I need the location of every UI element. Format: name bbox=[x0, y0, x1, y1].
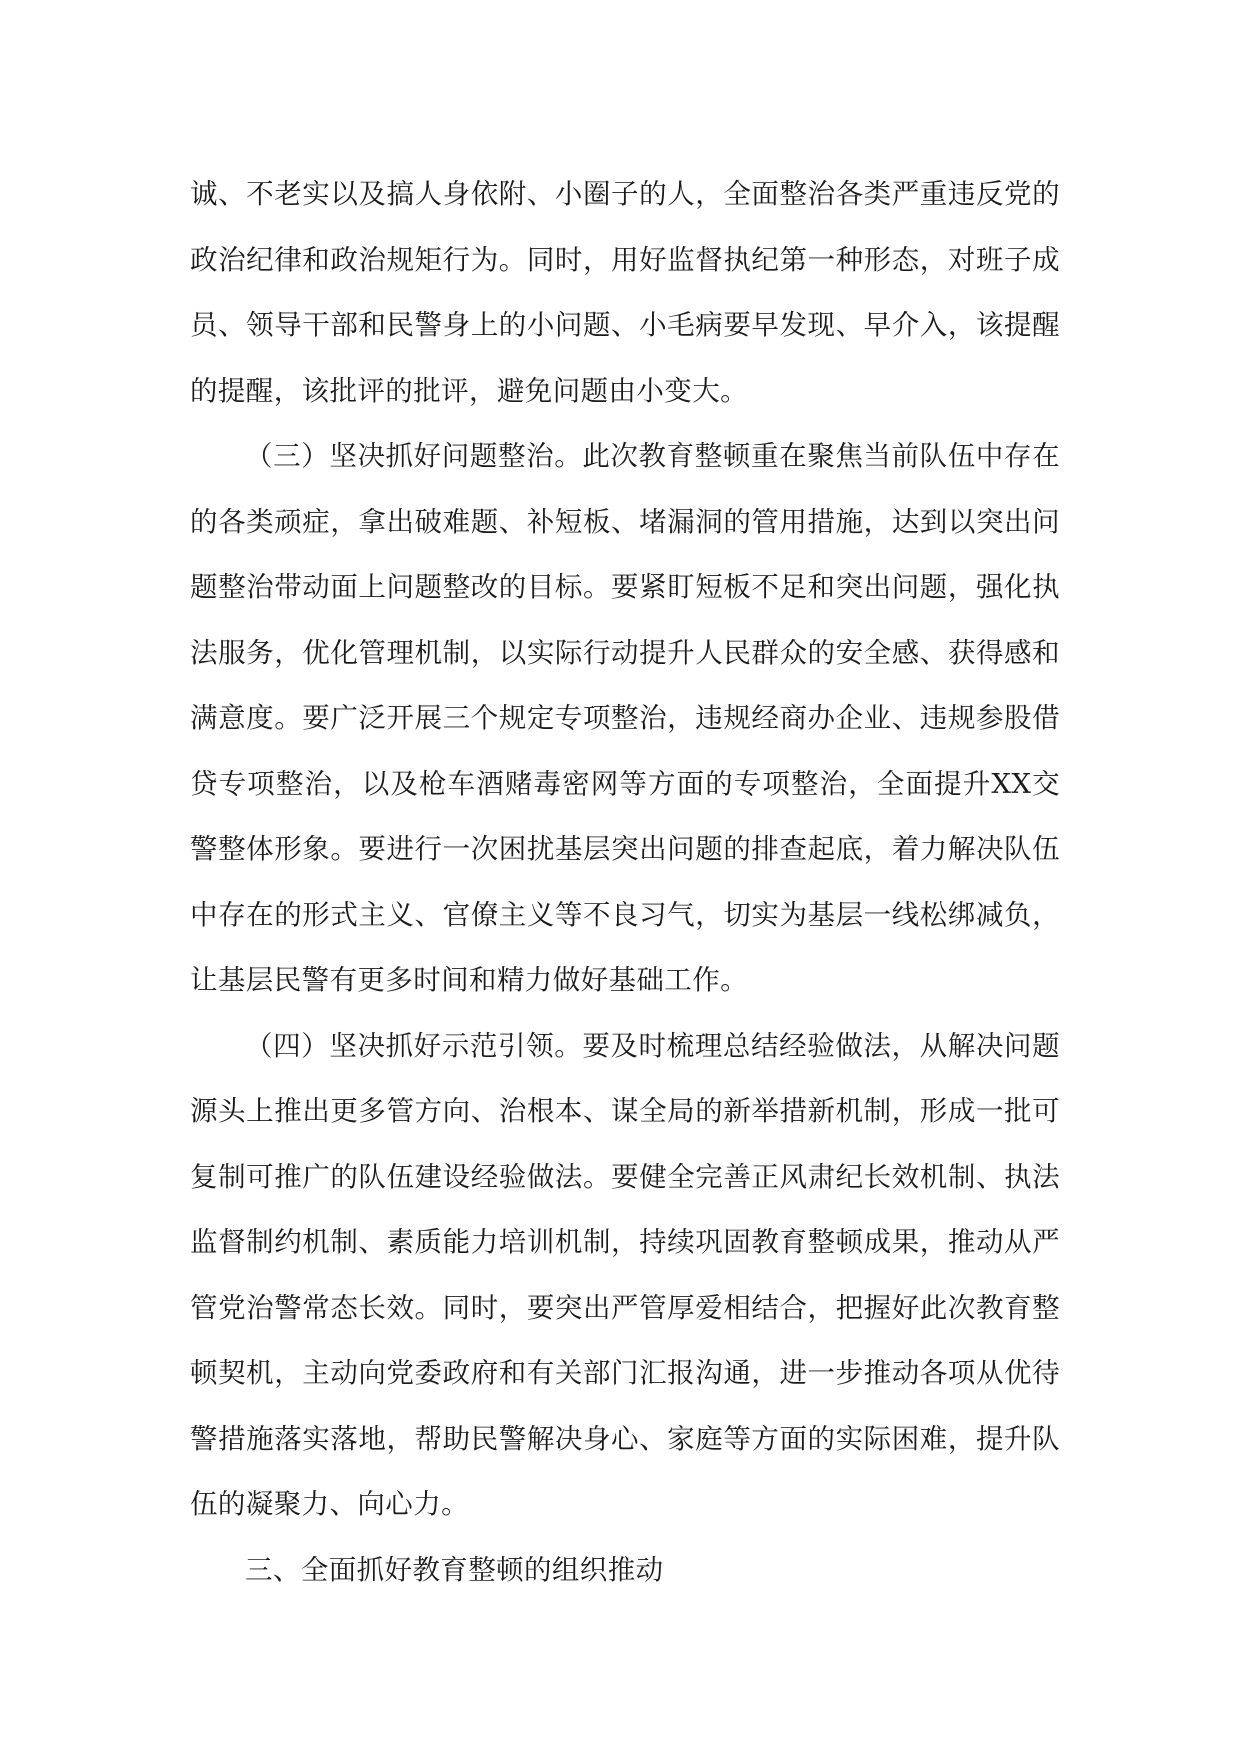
section-heading: 三、全面抓好教育整顿的组织推动 bbox=[245, 1553, 664, 1586]
paragraph-section-4: （四）坚决抓好示范引领。要及时梳理总结经验做法，从解决问题源头上推出更多管方向、治根本、谋全局的新举措新机制，形成一批可复制可推广的队伍建设经验做法。要健全完善正风肃纪长效机制、执法监督制约机制、素质能力培训机制，持续巩固教育整顿成果，推动从严管党治警常态长效。同时，要突出严管厚爱相结合，把握好此次教育整顿契机，主动向党委政府和有关部门汇报沟通，进一步推动各项从优待警措施落实落地，帮助民警解决身心、家庭等方面的实际困难，提升队伍的凝聚力、向心力。 bbox=[190, 1029, 1060, 1520]
document-body bbox=[190, 162, 1060, 1603]
paragraph-continuation: 诚、不老实以及搞人身依附、小圈子的人，全面整治各类严重违反党的政治纪律和政治规矩行为。同时，用好监督执纪第一种形态，对班子成员、领导干部和民警身上的小问题、小毛病要早发现、早介入，该提醒的提醒，该批评的批评，避免问题由小变大。 bbox=[190, 178, 1060, 407]
paragraph-section-3: （三）坚决抓好问题整治。此次教育整顿重在聚焦当前队伍中存在的各类顽症，拿出破难题、补短板、堵漏洞的管用措施，达到以突出问题整治带动面上问题整改的目标。要紧盯短板不足和突出问题，强化执法服务，优化管理机制，以实际行动提升人民群众的安全感、获得感和满意度。要广泛开展三个规定专项整治，违规经商办企业、违规参股借贷专项整治，以及枪车酒赌毒密网等方面的专项整治，全面提升XX交警整体形象。要进行一次困扰基层突出问题的排查起底，着力解决队伍中存在的形式主义、官僚主义等不良习气，切实为基层一线松绑减负，让基层民警有更多时间和精力做好基础工作。 bbox=[190, 440, 1060, 996]
